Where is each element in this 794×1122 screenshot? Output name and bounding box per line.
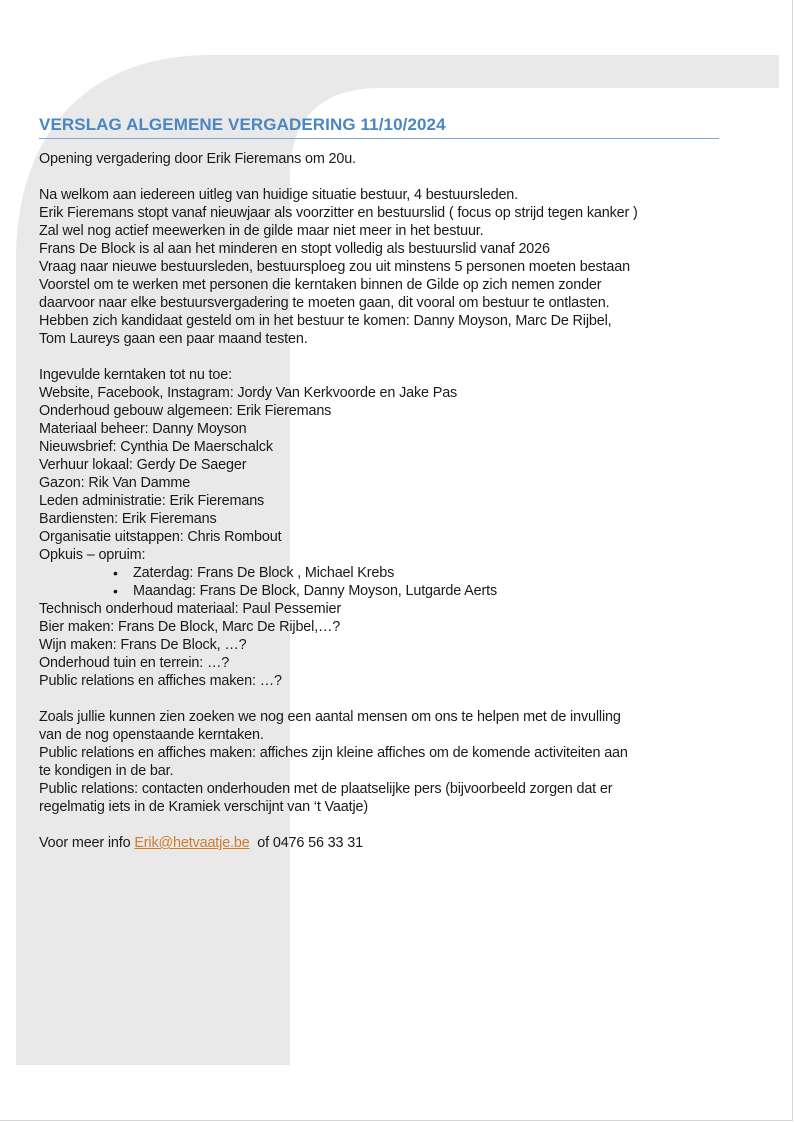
task-item: Public relations en affiches maken: …?	[39, 673, 282, 689]
spacer	[39, 348, 729, 366]
contact-prefix: Voor meer info	[39, 835, 135, 851]
contact-line	[39, 834, 729, 852]
task-item: Bardiensten: Erik Fieremans	[39, 511, 217, 527]
bullet-text: Maandag: Frans De Block, Danny Moyson, Lutgarde Aerts	[133, 583, 497, 599]
paragraph-explanation	[39, 708, 729, 816]
opening-line: Opening vergadering door Erik Fieremans om 20u.	[39, 151, 356, 167]
text-line: Na welkom aan iedereen uitleg van huidige situatie bestuur, 4 bestuursleden.	[39, 187, 518, 203]
text-line: Zal wel nog actief meewerken in de gilde maar niet meer in het bestuur.	[39, 223, 484, 239]
task-item: Gazon: Rik Van Damme	[39, 475, 191, 491]
text-line: te kondigen in de bar.	[39, 763, 174, 779]
tasks-heading: Ingevulde kerntaken tot nu toe:	[39, 367, 232, 383]
text-line: Public relations en affiches maken: affiches zijn kleine affiches om de komende activiteiten aan	[39, 745, 628, 761]
spacer	[39, 816, 729, 834]
task-item: Onderhoud tuin en terrein: …?	[39, 655, 230, 671]
text-line: Vraag naar nieuwe bestuursleden, bestuursploeg zou uit minstens 5 personen moeten bestaan	[39, 259, 630, 275]
task-item: Leden administratie: Erik Fieremans	[39, 493, 265, 509]
text-line: Frans De Block is al aan het minderen en stopt volledig als bestuurslid vanaf 2026	[39, 241, 550, 257]
cleanup-bullet-list	[39, 564, 729, 600]
text-line: Hebben zich kandidaat gesteld om in het bestuur te komen: Danny Moyson, Marc De Rijbel,	[39, 313, 612, 329]
task-item: Opkuis – opruim:	[39, 547, 146, 563]
tasks-section	[39, 366, 729, 690]
document-title: VERSLAG ALGEMENE VERGADERING 11/10/2024	[39, 114, 719, 139]
email-link[interactable]: Erik@hetvaatje.be	[134, 835, 250, 851]
bullet-item	[39, 582, 729, 600]
task-item: Wijn maken: Frans De Block, …?	[39, 637, 247, 653]
text-line: regelmatig iets in de Kramiek verschijnt van ‘t Vaatje)	[39, 799, 369, 815]
bullet-dot-icon: •	[113, 565, 118, 581]
task-item: Bier maken: Frans De Block, Marc De Rijbel,…?	[39, 619, 341, 635]
task-item: Nieuwsbrief: Cynthia De Maerschalck	[39, 439, 273, 455]
contact-phone: of 0476 56 33 31	[249, 835, 363, 851]
spacer	[39, 168, 729, 186]
bullet-item	[39, 564, 729, 582]
spacer	[39, 690, 729, 708]
document-body	[39, 114, 729, 852]
task-item: Organisatie uitstappen: Chris Rombout	[39, 529, 282, 545]
task-item: Materiaal beheer: Danny Moyson	[39, 421, 247, 437]
paragraph-situation	[39, 186, 729, 348]
task-item: Verhuur lokaal: Gerdy De Saeger	[39, 457, 247, 473]
text-line: van de nog openstaande kerntaken.	[39, 727, 264, 743]
bullet-dot-icon: •	[113, 583, 118, 599]
task-item: Technisch onderhoud materiaal: Paul Pessemier	[39, 601, 342, 617]
text-line: Public relations: contacten onderhouden met de plaatselijke pers (bijvoorbeeld zorgen dat er	[39, 781, 613, 797]
text-line: Tom Laureys gaan een paar maand testen.	[39, 331, 308, 347]
text-line: Erik Fieremans stopt vanaf nieuwjaar als voorzitter en bestuurslid ( focus op strijd tegen kanker )	[39, 205, 638, 221]
text-line: Zoals jullie kunnen zien zoeken we nog een aantal mensen om ons te helpen met de invulling	[39, 709, 621, 725]
bullet-text: Zaterdag: Frans De Block , Michael Krebs	[133, 565, 395, 581]
text-line: daarvoor naar elke bestuursvergadering te moeten gaan, dit vooral om bestuur te ontlasten.	[39, 295, 610, 311]
task-item: Onderhoud gebouw algemeen: Erik Fieremans	[39, 403, 332, 419]
text-line: Voorstel om te werken met personen die kerntaken binnen de Gilde op zich nemen zonder	[39, 277, 602, 293]
task-item: Website, Facebook, Instagram: Jordy Van Kerkvoorde en Jake Pas	[39, 385, 458, 401]
